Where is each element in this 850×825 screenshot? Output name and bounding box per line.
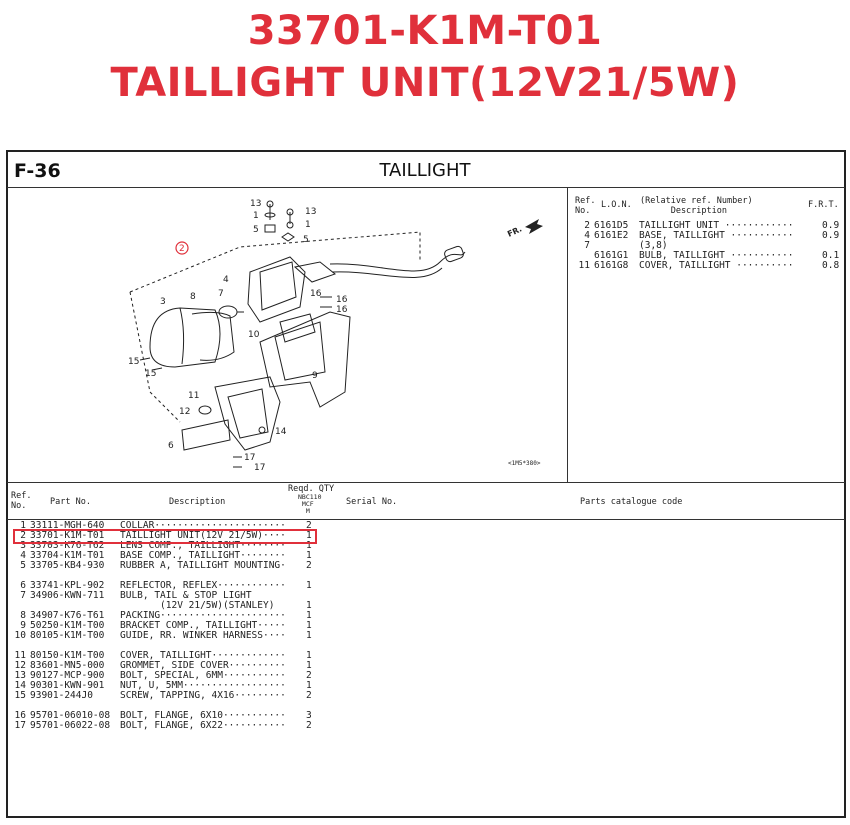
row-qty: 2	[306, 720, 312, 731]
row-ref: 13	[14, 670, 26, 681]
callout-15a: 15	[128, 357, 140, 367]
ref-panel-desc: (3,8)	[639, 240, 668, 251]
ref-panel-ref: 2	[584, 220, 590, 231]
row-qty: 2	[306, 670, 312, 681]
ref-panel-row	[576, 261, 846, 271]
row-part-no: 33701-K1M-T01	[30, 530, 105, 541]
divider-top	[7, 187, 845, 188]
callout-11: 11	[188, 391, 200, 401]
ref-panel-row	[576, 231, 846, 241]
ref-panel-col-desc: (Relative ref. Number) Description	[640, 196, 753, 216]
ref-panel-ref: 11	[578, 260, 590, 271]
ref-panel-col-lon: L.O.N.	[601, 200, 632, 210]
row-qty: 1	[306, 530, 312, 541]
row-part-no: 33111-MGH-640	[30, 520, 105, 531]
row-description: GUIDE, RR. WINKER HARNESS····	[120, 630, 286, 641]
section-title: TAILLIGHT	[379, 160, 471, 181]
row-part-no: 34906-KWN-711	[30, 590, 105, 601]
ref-panel-lon: 6161G1	[594, 250, 629, 261]
ref-panel-desc: BULB, TAILLIGHT ···········	[639, 250, 794, 261]
divider-diagram	[567, 188, 568, 482]
row-part-no: 95701-06022-08	[30, 720, 111, 731]
taillight-exploded-diagram	[120, 192, 560, 474]
row-part-no: 90301-KWN-901	[30, 680, 105, 691]
callout-6: 6	[168, 441, 174, 451]
selected-row-highlight	[13, 529, 317, 544]
callout-5b: 5	[303, 235, 309, 245]
callout-9: 9	[312, 371, 318, 381]
callout-14: 14	[275, 427, 287, 437]
row-qty: 1	[306, 580, 312, 591]
row-ref: 1	[20, 520, 26, 531]
row-part-no: 34907-K76-T61	[30, 610, 105, 621]
callout-2: 2	[179, 244, 185, 254]
col-serial-header: Serial No.	[346, 497, 398, 507]
callout-16c: 16	[336, 305, 348, 315]
callout-1b: 1	[305, 220, 311, 230]
callout-13b: 13	[305, 207, 317, 217]
row-ref: 14	[14, 680, 26, 691]
callout-10: 10	[248, 330, 260, 340]
col-qty-header: Reqd. QTY	[288, 484, 335, 494]
callout-13a: 13	[250, 199, 262, 209]
row-qty: 1	[306, 540, 312, 551]
callout-17a: 17	[244, 453, 256, 463]
ref-panel-col-ref: Ref. No.	[575, 196, 596, 216]
row-description: GROMMET, SIDE COVER··········	[120, 660, 286, 671]
ref-panel-lon: 6161D5	[594, 220, 629, 231]
row-qty: 1	[306, 550, 312, 561]
ref-panel-frt: 0.9	[822, 230, 840, 241]
ref-panel-desc: BASE, TAILLIGHT ···········	[639, 230, 794, 241]
row-part-no: 50250-K1M-T00	[30, 620, 105, 631]
row-qty: 1	[306, 610, 312, 621]
row-description: LENS COMP., TAILLIGHT········	[120, 540, 286, 551]
row-description: BULB, TAIL & STOP LIGHT	[120, 590, 252, 601]
col-ref-header: Ref. No.	[11, 491, 32, 511]
row-ref: 5	[20, 560, 26, 571]
row-description: BRACKET COMP., TAILLIGHT·····	[120, 620, 286, 631]
diagram-code: <1M5*380>	[508, 460, 541, 467]
ref-panel-frt: 0.9	[822, 220, 840, 231]
row-ref: 7	[20, 590, 26, 601]
row-ref: 11	[14, 650, 26, 661]
ref-panel-lon: 6161E2	[594, 230, 629, 241]
row-part-no: 80105-K1M-T00	[30, 630, 105, 641]
callout-3: 3	[160, 297, 166, 307]
callout-4: 4	[223, 275, 229, 285]
row-ref: 15	[14, 690, 26, 701]
col-part-header: Part No.	[50, 497, 91, 507]
divider-middle	[7, 482, 845, 483]
ref-panel-desc: COVER, TAILLIGHT ··········	[639, 260, 794, 271]
fr-label: FR.	[506, 224, 524, 239]
row-qty: 3	[306, 710, 312, 721]
row-part-no: 33703-K76-T62	[30, 540, 105, 551]
row-part-no: 33705-KB4-930	[30, 560, 105, 571]
part-number-title: 33701-K1M-T01	[247, 8, 603, 54]
callout-15b: 15	[145, 369, 157, 379]
callout-7: 7	[218, 289, 224, 299]
callout-12: 12	[179, 407, 191, 417]
row-ref: 10	[14, 630, 26, 641]
ref-panel-desc: TAILLIGHT UNIT ············	[639, 220, 794, 231]
ref-panel-ref: 4	[584, 230, 590, 241]
row-ref: 3	[20, 540, 26, 551]
row-part-no: 33741-KPL-902	[30, 580, 105, 591]
callout-17b: 17	[254, 463, 266, 473]
row-part-no: 80150-K1M-T00	[30, 650, 105, 661]
callout-16a: 16	[310, 289, 322, 299]
row-description: REFLECTOR, REFLEX············	[120, 580, 286, 591]
callout-16b: 16	[336, 295, 348, 305]
row-ref: 12	[14, 660, 26, 671]
row-description: COLLAR·······················	[120, 520, 286, 531]
row-qty: 1	[306, 600, 312, 611]
row-description: TAILLIGHT UNIT(12V 21/5W)····	[120, 530, 286, 541]
row-part-no: 93901-244J0	[30, 690, 93, 701]
row-qty: 1	[306, 680, 312, 691]
row-ref: 8	[20, 610, 26, 621]
ref-panel-frt: 0.8	[822, 260, 840, 271]
row-description: BASE COMP., TAILLIGHT········	[120, 550, 286, 561]
part-name-title: TAILLIGHT UNIT(12V21/5W)	[110, 60, 740, 106]
ref-panel-col-frt: F.R.T.	[808, 200, 839, 210]
row-ref: 2	[20, 530, 26, 541]
row-part-no: 83601-MN5-000	[30, 660, 105, 671]
ref-panel-ref: 7	[584, 240, 590, 251]
row-part-no: 90127-MCP-900	[30, 670, 105, 681]
callout-1a: 1	[253, 211, 259, 221]
row-qty: 2	[306, 690, 312, 701]
row-qty: 2	[306, 560, 312, 571]
row-description: RUBBER A, TAILLIGHT MOUNTING·	[120, 560, 286, 571]
col-desc-header: Description	[169, 497, 226, 507]
row-description: BOLT, FLANGE, 6X10···········	[120, 710, 286, 721]
row-description: PACKING······················	[120, 610, 286, 621]
row-description: COVER, TAILLIGHT·············	[120, 650, 286, 661]
row-description: BOLT, SPECIAL, 6MM···········	[120, 670, 286, 681]
row-qty: 1	[306, 620, 312, 631]
row-part-no: 33704-K1M-T01	[30, 550, 105, 561]
row-ref: 16	[14, 710, 26, 721]
row-part-no: 95701-06010-08	[30, 710, 111, 721]
row-ref: 9	[20, 620, 26, 631]
row-qty: 1	[306, 660, 312, 671]
row-qty: 1	[306, 650, 312, 661]
row-qty: 1	[306, 630, 312, 641]
ref-panel-frt: 0.1	[822, 250, 840, 261]
section-code: F-36	[14, 160, 61, 182]
row-description: NUT, U, 5MM··················	[120, 680, 286, 691]
callout-5a: 5	[253, 225, 259, 235]
row-description: SCREW, TAPPING, 4X16·········	[120, 690, 286, 701]
row-qty: 2	[306, 520, 312, 531]
row-ref: 6	[20, 580, 26, 591]
col-model-header: NBC110 MCF M	[298, 493, 322, 515]
row-description: BOLT, FLANGE, 6X22···········	[120, 720, 286, 731]
callout-8: 8	[190, 292, 196, 302]
ref-panel-lon: 6161G8	[594, 260, 629, 271]
row-description: (12V 21/5W)(STANLEY)	[120, 600, 275, 611]
forward-arrow-icon	[525, 219, 543, 234]
col-catalogue-header: Parts catalogue code	[580, 497, 683, 507]
row-ref: 17	[14, 720, 26, 731]
row-ref: 4	[20, 550, 26, 561]
